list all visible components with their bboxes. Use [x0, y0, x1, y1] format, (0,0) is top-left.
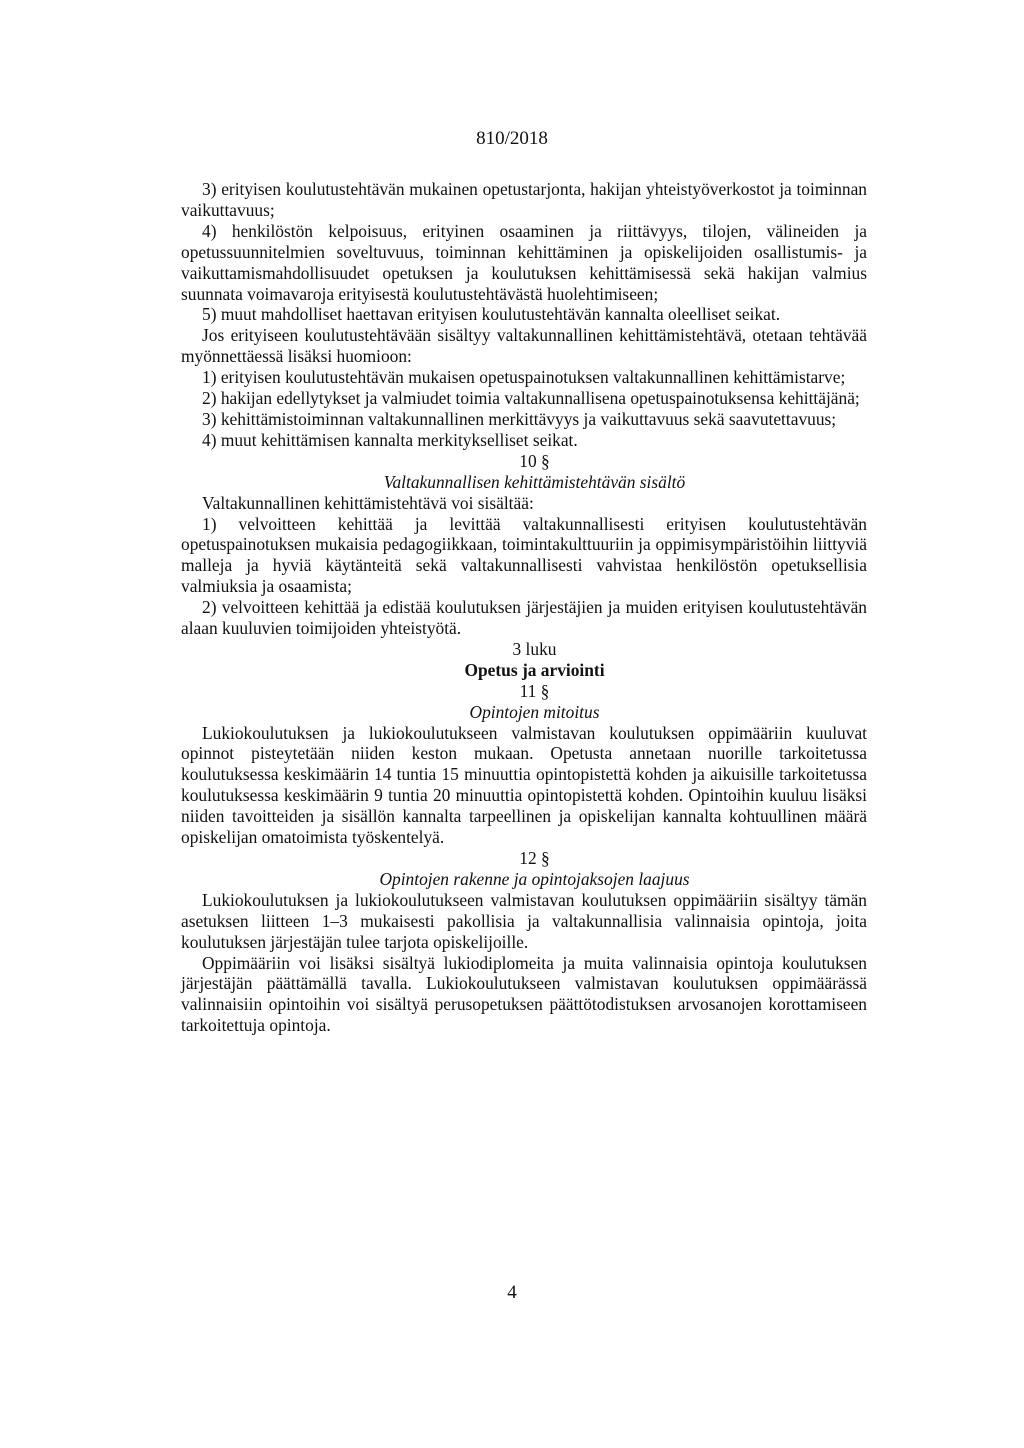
paragraph: 3) erityisen koulutustehtävän mukainen opetustarjonta, hakijan yhteistyöverkostot ja toiminnan vaikuttavuus; [181, 179, 867, 220]
paragraph: Lukiokoulutuksen ja lukiokoulutukseen valmistavan koulutuksen oppimääriin sisältyy tämän asetuksen liitteen 1–3 mukaisesti pakollisia ja valtakunnallisia valinnaisia opintoja, joita koulutuksen järjestäjän tulee tarjota opiskelijoille. [181, 889, 867, 952]
section-number: 12 § [519, 848, 550, 868]
section-number: 11 § [519, 680, 550, 701]
document-number: 810/2018 [476, 128, 548, 149]
section-title: Opintojen rakenne ja opintojaksojen laajuus [379, 868, 690, 889]
paragraph: 2) hakijan edellytykset ja valmiudet toimia valtakunnallisena opetuspainotuksensa kehittäjänä; [202, 388, 860, 409]
paragraph: 4) muut kehittämisen kannalta merkitykselliset seikat. [202, 429, 578, 450]
paragraph: 2) velvoitteen kehittää ja edistää koulutuksen järjestäjien ja muiden erityisen koulutustehtävän alaan kuuluvien toimijoiden yhteistyötä. [181, 597, 867, 639]
paragraph: Lukiokoulutuksen ja lukiokoulutukseen valmistavan koulutuksen oppimääriin kuuluvat opinnot pisteytetään niiden keston mukaan. Opetusta annetaan nuorille tarkoitetussa koulutuksessa keskimäärin 14 tuntia 15 minuuttia opintopistettä kohden ja aikuisille tarkoitetussa koulutuksessa keskimäärin 9 tuntia 20 minuuttia opintopistettä kohden. Opintoihin kuuluu lisäksi niiden tavoitteiden ja sisällön kannalta tarpeellinen ja opiskelijan kannalta kohtuullinen määrä opiskelijan omatoimista työskentelyä. [181, 722, 867, 848]
paragraph: 1) erityisen koulutustehtävän mukaisen opetuspainotuksen valtakunnallinen kehittämistarve; [202, 367, 846, 388]
section-title: Valtakunnallisen kehittämistehtävän sisältö [383, 471, 686, 492]
paragraph: Jos erityiseen koulutustehtävään sisältyy valtakunnallinen kehittämistehtävä, otetaan tehtävää myönnettäessä lisäksi huomioon: [181, 325, 867, 367]
paragraph: Valtakunnallinen kehittämistehtävä voi sisältää: [202, 492, 534, 513]
document-body [181, 179, 867, 1036]
chapter-title: Opetus ja arviointi [464, 659, 605, 680]
paragraph: Oppimääriin voi lisäksi sisältyä lukiodiplomeita ja muita valinnaisia opintoja koulutuksen järjestäjän päättämällä tavalla. Lukiokoulutukseen valmistavan koulutuksen oppimäärässä valinnaisiin opintoihin voi sisältyä perusopetuksen päättötodistuksen arvosanojen korottamiseen tarkoitettuja opintoja. [181, 952, 867, 1036]
paragraph: 1) velvoitteen kehittää ja levittää valtakunnallisesti erityisen koulutustehtävän opetuspainotuksen mukaisia pedagogiikkaan, toimintakulttuuriin ja oppimisympäristöihin liittyviä malleja ja hyviä käytänteitä sekä valtakunnallisesti vahvistaa henkilöstön opetuksellisia valmiuksia ja osaamista; [181, 513, 867, 597]
paragraph: 4) henkilöstön kelpoisuus, erityinen osaaminen ja riittävyys, tilojen, välineiden ja opetussuunnitelmien soveltuvuus, toiminnan kehittäminen ja opiskelijoiden osallistumis- ja vaikuttamismahdollisuudet opetuksen ja koulutuksen kehittämisessä sekä hakijan valmius suunnata voimavaroja erityisestä koulutustehtävästä huolehtimiseen; [181, 220, 867, 304]
page-number: 4 [507, 1282, 517, 1303]
paragraph: 5) muut mahdolliset haettavan erityisen koulutustehtävän kannalta oleelliset seikat. [202, 304, 781, 325]
chapter-number: 3 luku [512, 638, 557, 659]
section-title: Opintojen mitoitus [469, 701, 600, 722]
paragraph: 3) kehittämistoiminnan valtakunnallinen merkittävyys ja vaikuttavuus sekä saavutettavuus; [202, 408, 837, 429]
section-number: 10 § [519, 450, 550, 471]
